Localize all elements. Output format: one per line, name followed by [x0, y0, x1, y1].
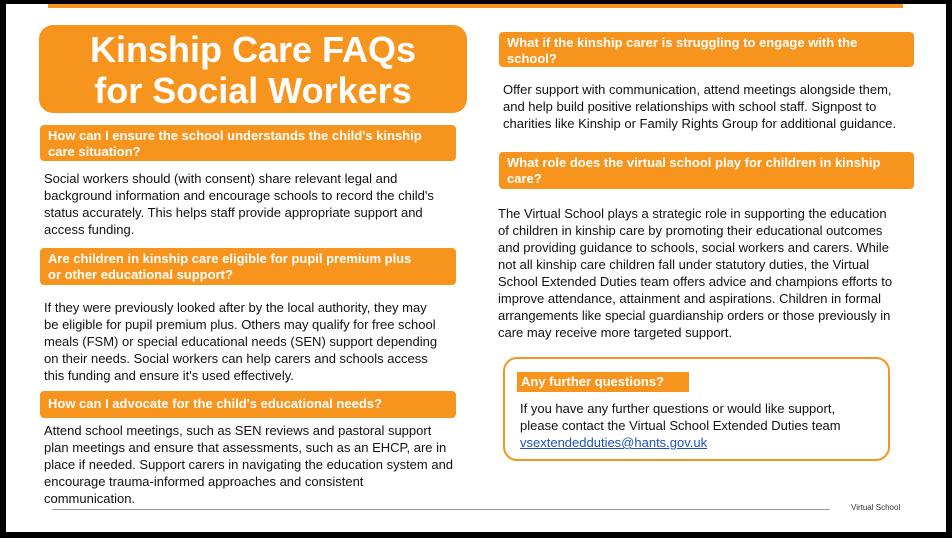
faq-answer-5-line: School Extended Duties team offers advice and champions efforts to — [498, 274, 893, 289]
contact-email-link[interactable]: vsextendedduties@hants.gov.uk — [520, 435, 708, 450]
faq-question-3-line-1: How can I advocate for the child's educational needs? — [48, 396, 382, 411]
faq-answer-5-line: not all kinship care children fall under statutory duties, the Virtual — [498, 257, 870, 272]
faq-question-1 — [40, 125, 456, 161]
faq-answer-4-line: and help build positive relationships with school staff. Signpost to — [503, 99, 877, 114]
faq-question-2-line-1: Are children in kinship care eligible for pupil premium plus — [48, 251, 412, 266]
faq-question-2 — [40, 248, 456, 285]
faq-answer-5-line: of children in kinship care by promoting their educational outcomes — [498, 223, 883, 238]
faq-answer-3 — [44, 422, 494, 507]
faq-question-5 — [499, 152, 914, 189]
faq-question-1-line-2: care situation? — [48, 144, 141, 159]
faq-answer-5-line: improve attendance, attainment and aspirations. Children in formal — [498, 291, 881, 306]
title-line-2: for Social Workers — [94, 70, 412, 111]
faq-answer-2-line: If they were previously looked after by the local authority, they may — [44, 300, 427, 315]
faq-answer-1-line: access funding. — [44, 222, 135, 237]
faq-answer-4 — [503, 81, 933, 132]
faq-answer-2-line: meals (FSM) or special educational needs (SEN) support depending — [44, 334, 438, 349]
faq-answer-2-line: on their needs. Social workers can help carers and schools access — [44, 351, 428, 366]
contact-box — [503, 357, 890, 461]
footer-rule — [52, 509, 830, 510]
faq-answer-5-line: and providing guidance to schools, social workers and carers. While — [498, 240, 889, 255]
title-line-1: Kinship Care FAQs — [89, 29, 417, 70]
faq-answer-3-line: plan meetings and ensure that assessments, such as an EHCP, are in — [44, 440, 447, 455]
faq-answer-3-line: encourage trauma-informed approaches and consistent — [44, 474, 364, 489]
faq-answer-5 — [498, 205, 938, 341]
faq-question-4-line-2: school? — [507, 51, 557, 66]
contact-line-2: please contact the Virtual School Extended Duties team — [520, 418, 841, 433]
faq-question-5-line-2: care? — [507, 171, 542, 186]
faq-question-2-line-2: or other educational support? — [48, 267, 233, 282]
faq-answer-2-line: be eligible for pupil premium plus. Others may qualify for free school — [44, 317, 436, 332]
faq-question-3 — [40, 391, 456, 418]
page-title — [39, 25, 467, 113]
contact-line-1: If you have any further questions or would like support, — [520, 401, 836, 416]
contact-heading: Any further questions? — [517, 372, 689, 392]
contact-text — [520, 400, 885, 451]
faq-question-4-line-1: What if the kinship carer is struggling to engage with the — [507, 35, 858, 50]
faq-question-1-line-1: How can I ensure the school understands the child's kinship — [48, 128, 422, 143]
faq-answer-1-line: Social workers should (with consent) share relevant legal and — [44, 171, 398, 186]
faq-question-5-line-1: What role does the virtual school play for children in kinship — [507, 155, 881, 170]
faq-answer-3-line: Attend school meetings, such as SEN reviews and pastoral support — [44, 423, 432, 438]
top-accent-rule — [48, 4, 903, 8]
footer-label: Virtual School — [851, 503, 901, 512]
faq-answer-1-line: status accurately. This helps staff provide appropriate support and — [44, 205, 423, 220]
faq-answer-2-line: this funding and ensure it's used effectively. — [44, 368, 294, 383]
faq-question-4 — [499, 32, 914, 67]
faq-answer-5-line: arrangements like special guardianship orders or those previously in — [498, 308, 891, 323]
faq-answer-5-line: care may receive more targeted support. — [498, 325, 733, 340]
faq-answer-4-line: charities like Kinship or Family Rights Group for additional guidance. — [503, 116, 897, 131]
faq-page — [6, 4, 946, 532]
faq-answer-3-line: communication. — [44, 491, 136, 506]
faq-answer-4-line: Offer support with communication, attend meetings alongside them, — [503, 82, 892, 97]
faq-answer-3-line: place if needed. Support carers in navigating the education system and — [44, 457, 454, 472]
faq-answer-1-line: background information and encourage schools to record the child's — [44, 188, 434, 203]
faq-answer-1 — [44, 170, 489, 238]
faq-answer-2 — [44, 299, 489, 384]
faq-answer-5-line: The Virtual School plays a strategic role in supporting the education — [498, 206, 887, 221]
